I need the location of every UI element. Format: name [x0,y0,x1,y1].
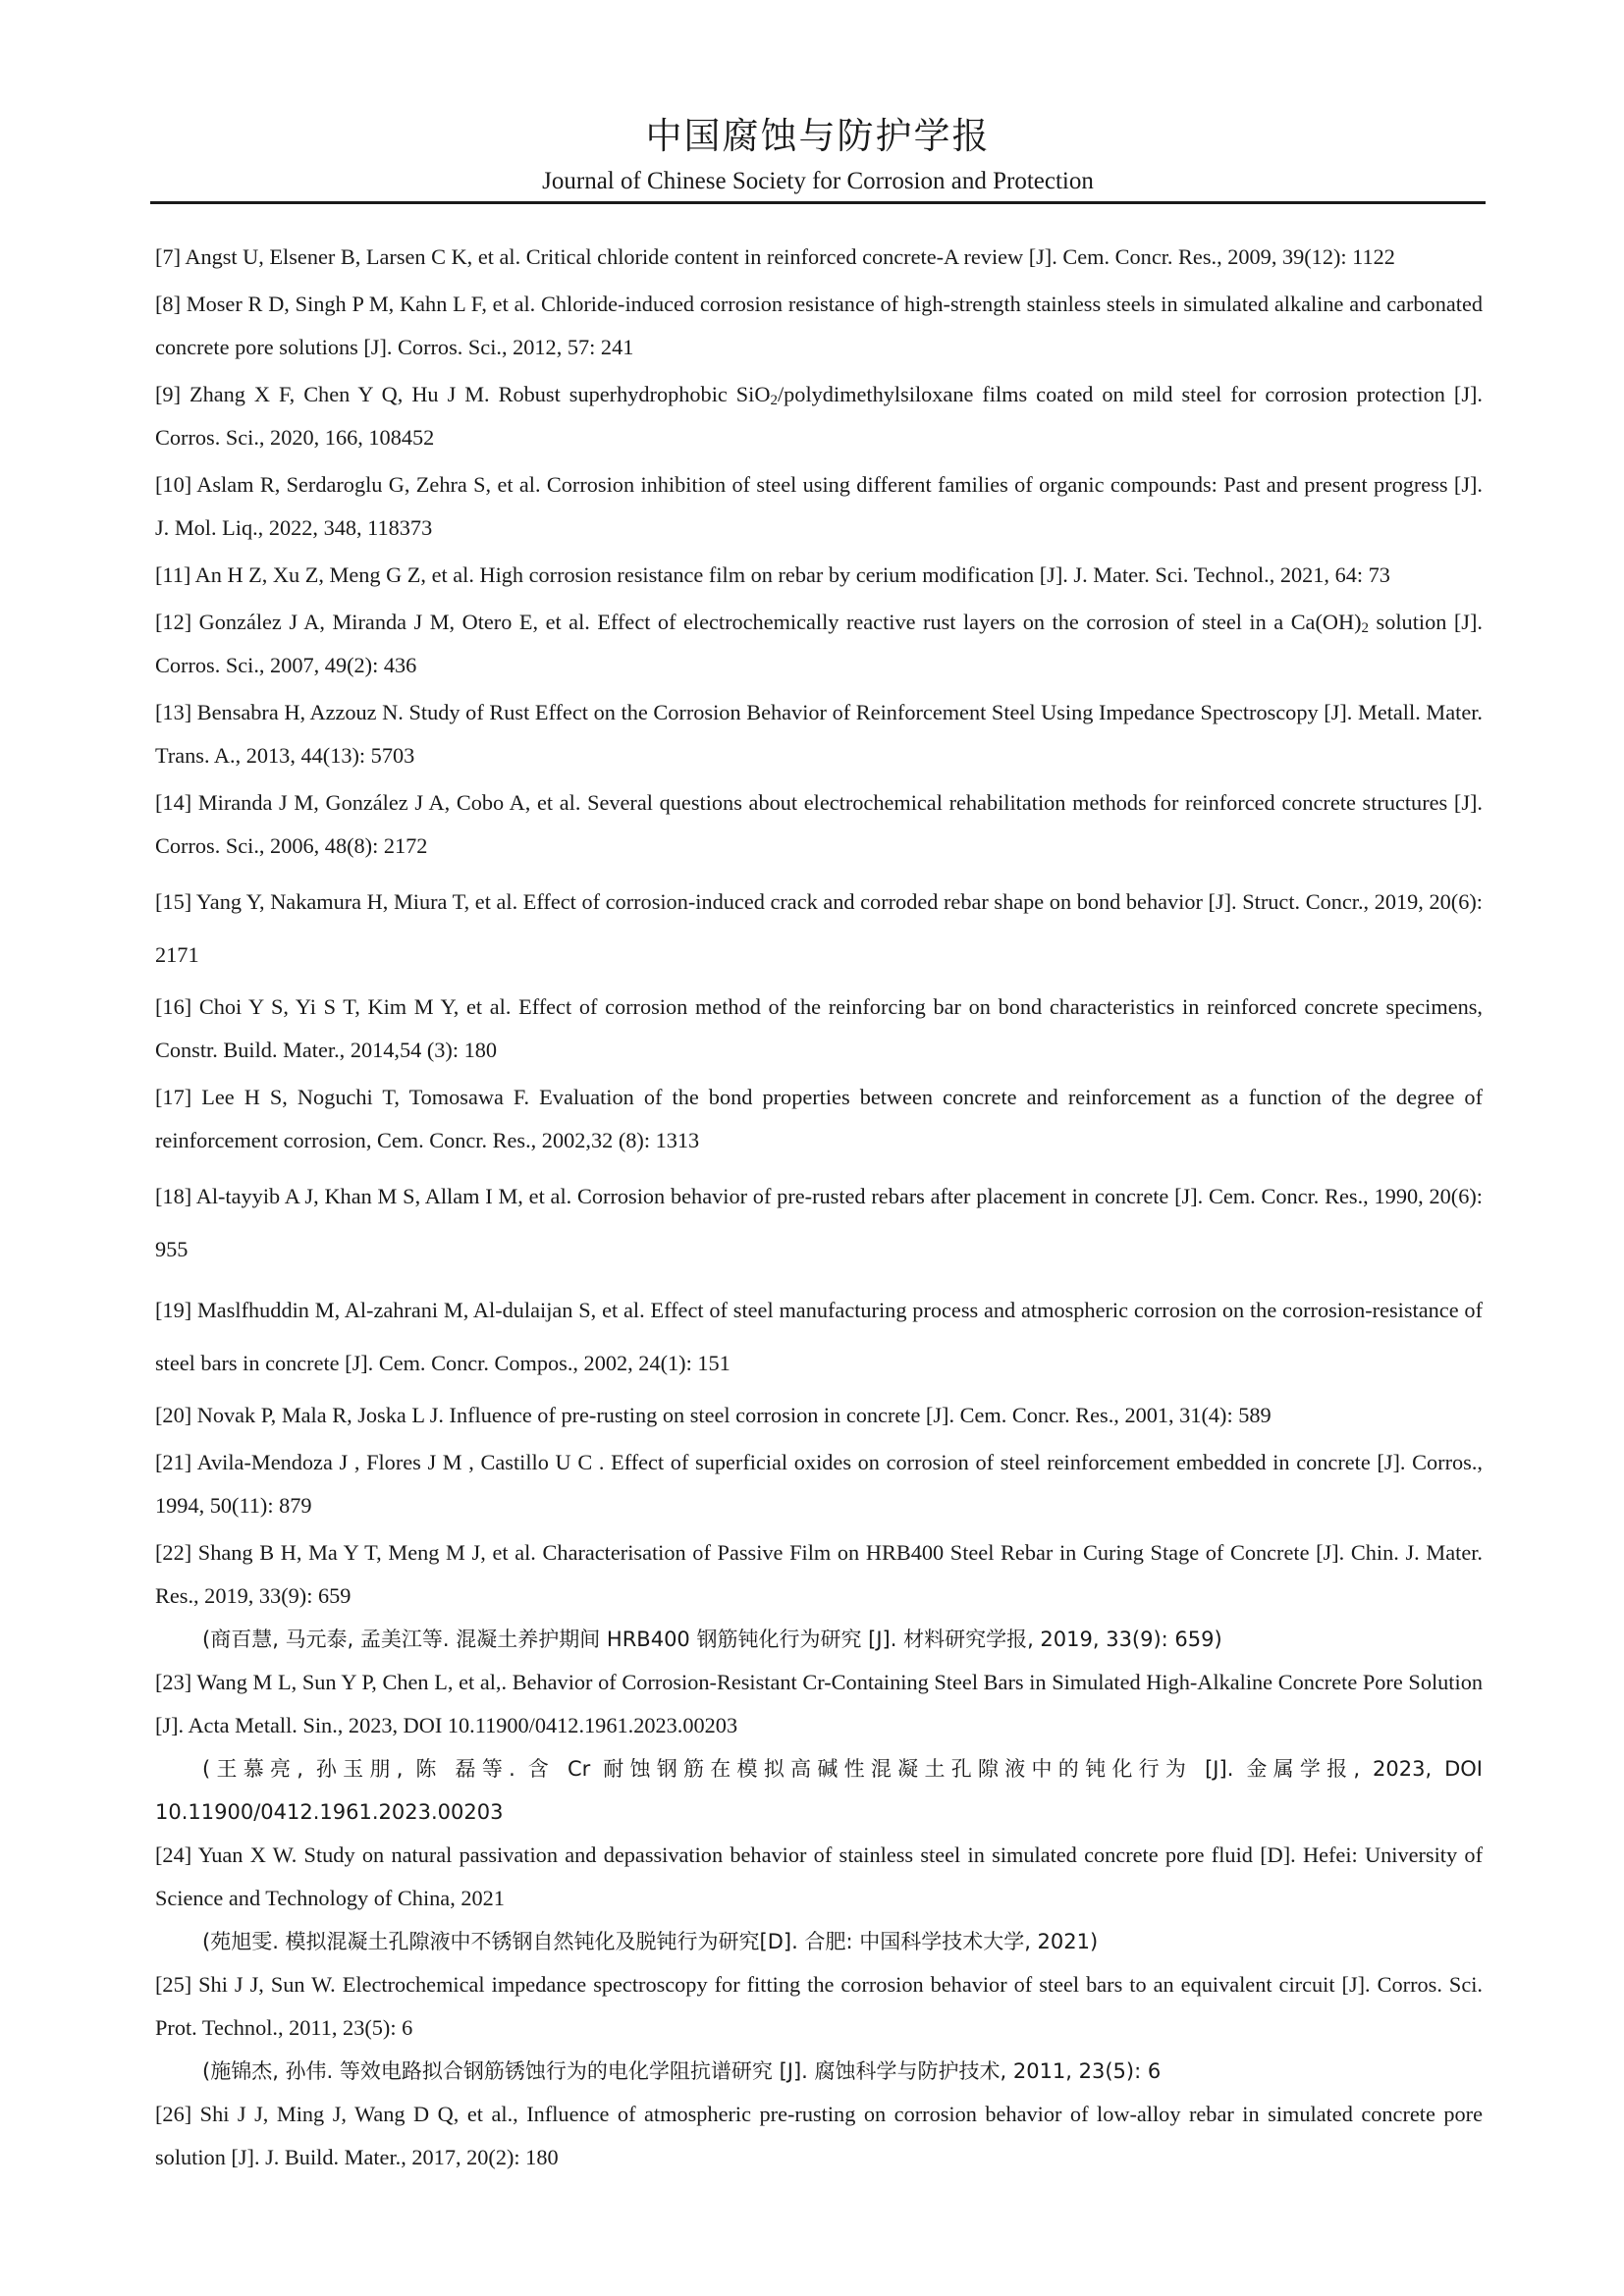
header-divider [150,201,1486,204]
reference-24-chinese: (苑旭雯. 模拟混凝土孔隙液中不锈钢自然钝化及脱钝行为研究[D]. 合肥: 中国科学技术大学, 2021) [202,1930,1099,1953]
reference-12-part-a: [12] González J A, Miranda J M, Otero E, et al. Effect of electrochemically reactive rust layers on the corrosion of steel in a Ca(OH) [155,610,1362,634]
reference-12-part-b: solution [J]. Corros. Sci., 2007, 49(2): 436 [155,610,1483,677]
reference-16: [16] Choi Y S, Yi S T, Kim M Y, et al. Effect of corrosion method of the reinforcing bar on bond characteristics in reinforced concrete specimens, Constr. Build. Mater., 2014,54 (3): 180 [155,994,1483,1062]
reference-24: [24] Yuan X W. Study on natural passivation and depassivation behavior of stainless steel in simulated concrete pore fluid [D]. Hefei: University of Science and Technology of China, 2021 [155,1842,1483,1910]
reference-9-subscript: 2 [770,393,778,408]
reference-12-subscript: 2 [1361,620,1370,636]
reference-22: [22] Shang B H, Ma Y T, Meng M J, et al. Characterisation of Passive Film on HRB400 Steel Rebar in Curing Stage of Concrete [J]. Chin. J. Mater. Res., 2019, 33(9): 659 [155,1540,1483,1608]
reference-23-chinese: (王慕亮, 孙玉朋, 陈 磊等. 含 Cr 耐蚀钢筋在模拟高碱性混凝土孔隙液中的钝化行为 [J]. 金属学报, 2023, DOI 10.11900/0412.1961.2023.00203 [155,1757,1483,1824]
reference-9-part-b: /polydimethylsiloxane films coated on mild steel for corrosion protection [J]. Corros. Sci., 2020, 166, 108452 [155,382,1483,450]
journal-title-en: Journal of Chinese Society for Corrosion and Protection [542,168,1094,194]
reference-list [155,236,1483,2179]
reference-19: [19] Maslfhuddin M, Al-zahrani M, Al-dulaijan S, et al. Effect of steel manufacturing process and atmospheric corrosion on the corrosion-resistance of steel bars in concrete [J]. Cem. Concr. Compos., 2002, 24(1): 151 [155,1298,1483,1375]
reference-17: [17] Lee H S, Noguchi T, Tomosawa F. Evaluation of the bond properties between concrete and reinforcement as a function of the degree of reinforcement corrosion, Cem. Concr. Res., 2002,32 (8): 1313 [155,1085,1483,1152]
reference-9-part-a: [9] Zhang X F, Chen Y Q, Hu J M. Robust superhydrophobic SiO [155,382,771,406]
reference-21: [21] Avila-Mendoza J , Flores J M , Castillo U C . Effect of superficial oxides on corrosion of steel reinforcement embedded in concrete [J]. Corros., 1994, 50(11): 879 [155,1450,1483,1518]
reference-22-chinese: (商百慧, 马元泰, 孟美江等. 混凝土养护期间 HRB400 钢筋钝化行为研究 [J]. 材料研究学报, 2019, 33(9): 659) [202,1628,1222,1651]
reference-18: [18] Al-tayyib A J, Khan M S, Allam I M, et al. Corrosion behavior of pre-rusted rebars after placement in concrete [J]. Cem. Concr. Res., 1990, 20(6): 955 [155,1184,1483,1261]
reference-23: [23] Wang M L, Sun Y P, Chen L, et al,. Behavior of Corrosion-Resistant Cr-Containing Steel Bars in Simulated High-Alkaline Concrete Pore Solution [J]. Acta Metall. Sin., 2023, DOI 10.11900/0412.1961.2023.00203 [155,1670,1483,1737]
reference-7: [7] Angst U, Elsener B, Larsen C K, et al. Critical chloride content in reinforced concrete-A review [J]. Cem. Concr. Res., 2009, 39(12): 1122 [155,244,1395,269]
reference-13: [13] Bensabra H, Azzouz N. Study of Rust Effect on the Corrosion Behavior of Reinforcement Steel Using Impedance Spectroscopy [J]. Metall. Mater. Trans. A., 2013, 44(13): 5703 [155,700,1483,768]
journal-title-cn: 中国腐蚀与防护学报 [645,115,991,157]
reference-9 [155,373,1483,459]
journal-header [150,110,1486,198]
reference-25-chinese: (施锦杰, 孙伟. 等效电路拟合钢筋锈蚀行为的电化学阻抗谱研究 [J]. 腐蚀科学与防护技术, 2011, 23(5): 6 [202,2059,1162,2083]
reference-26: [26] Shi J J, Ming J, Wang D Q, et al., Influence of atmospheric pre-rusting on corrosion behavior of low-alloy rebar in simulated concrete pore solution [J]. J. Build. Mater., 2017, 20(2): 180 [155,2102,1483,2169]
reference-20: [20] Novak P, Mala R, Joska L J. Influence of pre-rusting on steel corrosion in concrete [J]. Cem. Concr. Res., 2001, 31(4): 589 [155,1403,1272,1427]
reference-8: [8] Moser R D, Singh P M, Kahn L F, et al. Chloride-induced corrosion resistance of high-strength stainless steels in simulated alkaline and carbonated concrete pore solutions [J]. Corros. Sci., 2012, 57: 241 [155,292,1483,359]
reference-14: [14] Miranda J M, González J A, Cobo A, et al. Several questions about electrochemical rehabilitation methods for reinforced concrete structures [J]. Corros. Sci., 2006, 48(8): 2172 [155,790,1483,858]
reference-15: [15] Yang Y, Nakamura H, Miura T, et al. Effect of corrosion-induced crack and corroded rebar shape on bond behavior [J]. Struct. Concr., 2019, 20(6): 2171 [155,889,1483,967]
reference-25: [25] Shi J J, Sun W. Electrochemical impedance spectroscopy for fitting the corrosion behavior of steel bars to an equivalent circuit [J]. Corros. Sci. Prot. Technol., 2011, 23(5): 6 [155,1972,1483,2040]
reference-10: [10] Aslam R, Serdaroglu G, Zehra S, et al. Corrosion inhibition of steel using different families of organic compounds: Past and present progress [J]. J. Mol. Liq., 2022, 348, 118373 [155,472,1483,540]
reference-12 [155,601,1483,687]
reference-11: [11] An H Z, Xu Z, Meng G Z, et al. High corrosion resistance film on rebar by cerium modification [J]. J. Mater. Sci. Technol., 2021, 64: 73 [155,562,1390,587]
